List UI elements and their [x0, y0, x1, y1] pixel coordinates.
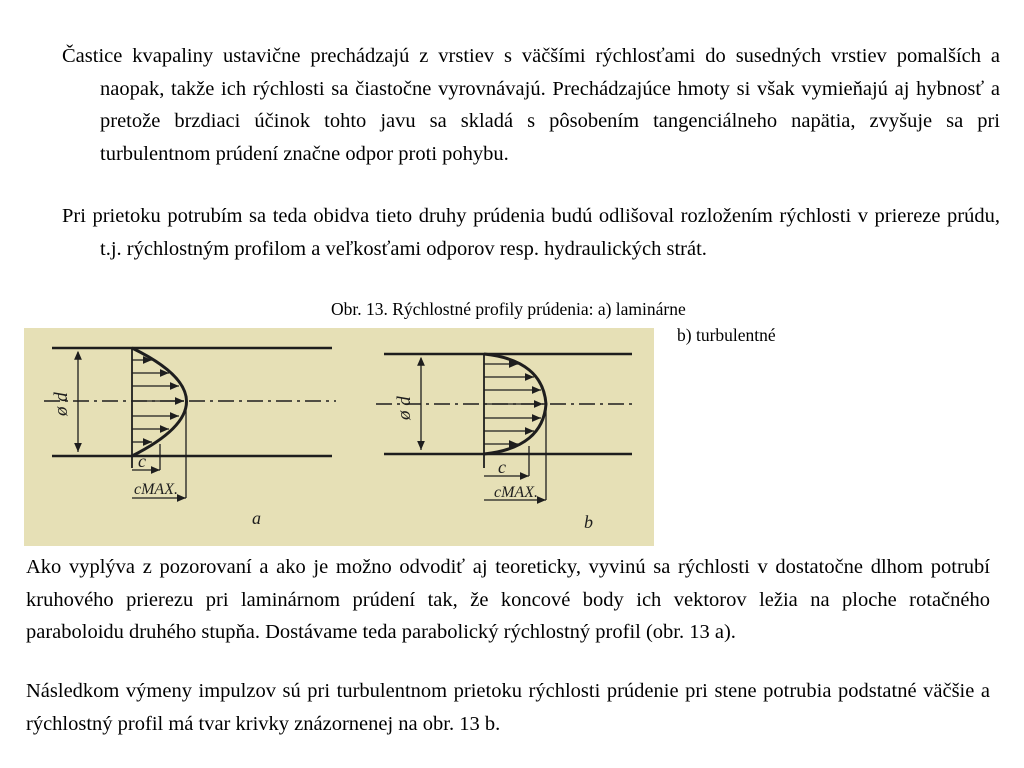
- diagram-label-a: a: [252, 508, 261, 528]
- paragraph-turbulent-profile: Následkom výmeny impulzov sú pri turbulentnom prietoku rýchlosti prúdenie pri stene potrubia podstatné väčšie a rýchlostný profil má tvar krivky znázornenej na obr. 13 b.: [26, 680, 990, 735]
- parabolic-profile: [132, 348, 187, 456]
- c-label-a: c: [138, 451, 146, 471]
- paragraph-particle-exchange: Častice kvapaliny ustavične prechádzajú z vrstiev s väčšími rýchlosťami do susedných vrstiev pomalších a naopak, takže ich rýchlosti sa čiastočne vyrovnávajú. Prechádzajúce hmoty si však vymieňajú aj hybnosť a pretože brzdiaci účinok tohto javu sa skladá s pôsobením tangenciálneho napätia, zvyšuje sa pri turbulentnom prúdení značne odpor proti pohybu.: [62, 45, 1000, 165]
- diagram-turbulent: [376, 354, 636, 500]
- figure-caption-line-2: b) turbulentné: [677, 325, 776, 345]
- diagram-label-b: b: [584, 512, 593, 532]
- cmax-label-b: cMAX.: [494, 484, 538, 501]
- cmax-label-a: cMAX.: [134, 481, 178, 498]
- diagram-laminar: [44, 348, 336, 498]
- paragraph-laminar-profile: Ako vyplýva z pozorovaní a ako je možno odvodiť aj teoreticky, vyvinú sa rýchlosti v dostatočne dlhom potrubí kruhového prierezu pri laminárnom prúdení tak, že koncové body ich vektorov ležia na ploche rotačného paraboloidu druhého stupňa. Dostávame teda parabolický rýchlostný profil (obr. 13 a).: [26, 556, 990, 643]
- velocity-profile-figure: [24, 328, 654, 546]
- paragraph-velocity-distribution: Pri prietoku potrubím sa teda obidva tieto druhy prúdenia budú odlišoval rozložením rýchlosti v priereze prúdu, t.j. rýchlostným profilom a veľkosťami odporov resp. hydraulických strát.: [62, 205, 1000, 260]
- c-label-b: c: [498, 457, 506, 477]
- velocity-vectors: [132, 360, 184, 442]
- diameter-label-a: ø d: [51, 392, 72, 416]
- velocity-profile-drawing: [24, 328, 654, 546]
- figure-caption-line-1: Obr. 13. Rýchlostné profily prúdenia: a) laminárne: [331, 299, 686, 319]
- diameter-label-b: ø d: [394, 396, 415, 420]
